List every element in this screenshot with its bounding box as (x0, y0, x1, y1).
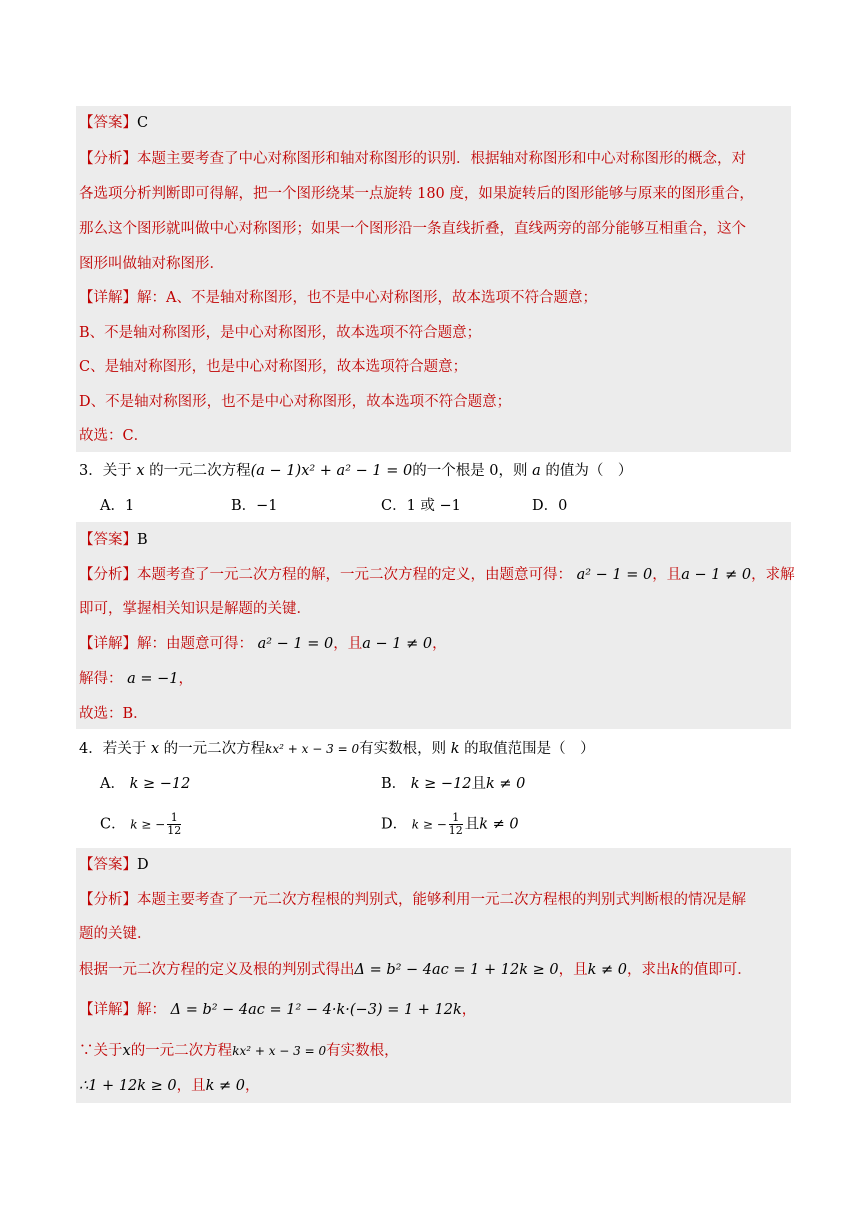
answer-line: 【答案】D (79, 857, 149, 873)
analysis-line: 即可，掌握相关知识是解题的关键． (79, 601, 311, 617)
option-d[interactable]: D． k ≥ − $\frac{1}{12}$ 且k ≠ 0 (381, 811, 519, 837)
detail-line: 解得： a = −1， (79, 671, 193, 687)
fraction: $\frac{1}{12}$ (448, 811, 463, 837)
detail-line: 故选：B． (79, 706, 148, 722)
answer-line: 【答案】C (79, 115, 149, 131)
question-4: 4．若关于 x 的一元二次方程kx² + x − 3 = 0有实数根，则 k 的取值范围是（ ） (79, 741, 595, 757)
question-3: 3．关于 x 的一元二次方程(a − 1)x² + a² − 1 = 0的一个根是 0，则 a 的值为（ ） (79, 463, 633, 479)
option-b[interactable]: B．−1 (231, 498, 278, 514)
analysis-line: 根据一元二次方程的定义及根的判别式得出Δ = b² − 4ac = 1 + 12k ≥ 0，且k ≠ 0，求出k的值即可． (79, 962, 752, 978)
detail-line: 【详解】解： Δ = b² − 4ac = 1² − 4·k·(−3) = 1 + 12k， (79, 1002, 477, 1018)
fraction: $\frac{1}{12}$ (167, 811, 182, 837)
answer-block-3 (76, 522, 791, 729)
analysis-line: 题的关键． (79, 926, 152, 942)
detail-line: C、是轴对称图形，也是中心对称图形，故本选项符合题意； (79, 359, 468, 375)
detail-line: 【详解】解：由题意可得： a² − 1 = 0，且a − 1 ≠ 0， (79, 636, 447, 652)
analysis-line: 那么这个图形就叫做中心对称图形；如果一个图形沿一条直线折叠，直线两旁的部分能够互相重合，这个 (79, 221, 746, 237)
detail-line: ∴1 + 12k ≥ 0，且k ≠ 0， (79, 1078, 260, 1094)
option-c[interactable]: C． k ≥ − $\frac{1}{12}$ (100, 811, 182, 837)
detail-line: 故选：C． (79, 428, 149, 444)
answer-line: 【答案】B (79, 532, 148, 548)
detail-line: B、不是轴对称图形，是中心对称图形，故本选项不符合题意； (79, 325, 482, 341)
analysis-line: 【分析】本题主要考查了中心对称图形和轴对称图形的识别．根据轴对称图形和中心对称图形的概念，对 (79, 151, 746, 167)
detail-line: 【详解】解：A、不是轴对称图形，也不是中心对称图形，故本选项不符合题意； (79, 290, 597, 306)
detail-line: ∵关于x的一元二次方程kx² + x − 3 = 0有实数根， (79, 1043, 399, 1059)
analysis-line: 【分析】本题主要考查了一元二次方程根的判别式，能够利用一元二次方程根的判别式判断根的情况是解 (79, 892, 746, 908)
option-b[interactable]: B． k ≥ −12且k ≠ 0 (381, 776, 526, 792)
option-c[interactable]: C．1 或 −1 (381, 498, 461, 514)
analysis-line: 【分析】本题考查了一元二次方程的解，一元二次方程的定义，由题意可得： a² − 1 = 0，且a − 1 ≠ 0，求解 (79, 567, 795, 583)
option-a[interactable]: A． k ≥ −12 (100, 776, 191, 792)
analysis-line: 图形叫做轴对称图形． (79, 256, 224, 272)
analysis-line: 各选项分析判断即可得解，把一个图形绕某一点旋转 180 度，如果旋转后的图形能够与原来的图形重合， (79, 186, 754, 202)
option-a[interactable]: A．1 (100, 498, 135, 514)
option-d[interactable]: D．0 (532, 498, 568, 514)
detail-line: D、不是轴对称图形，也不是中心对称图形，故本选项不符合题意； (79, 394, 512, 410)
